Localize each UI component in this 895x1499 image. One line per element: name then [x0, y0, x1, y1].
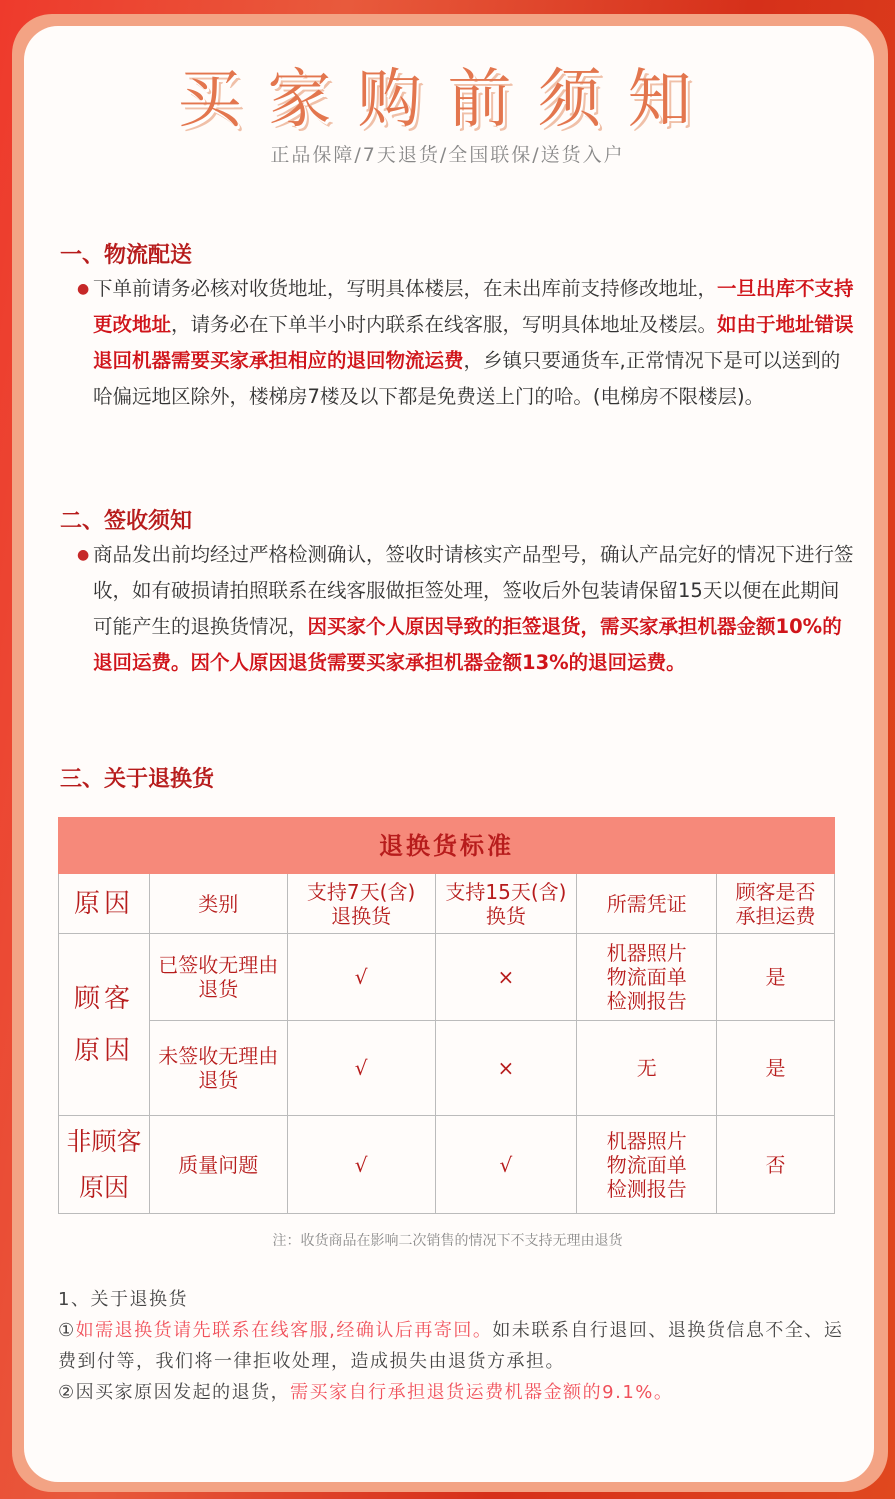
cell: ×	[435, 1021, 577, 1116]
page-title: 买家购前须知	[177, 63, 718, 137]
subtitle: 正品保障/7天退货/全国联保/送货入户	[270, 144, 625, 166]
cell: 机器照片 物流面单 检测报告	[577, 934, 717, 1021]
text: ，请务必在下单半小时内联系在线客服，写明具体地址及楼层。	[171, 313, 718, 336]
header-cell: 支持15天(含) 换货	[435, 874, 577, 934]
bottom-heading: 1、关于退换货	[58, 1289, 188, 1310]
text: ，乡镇只要通货车,正常情况下是可以送到的哈偏远地区除外，楼梯房7楼及以下都是免费送上门的哈。(电梯房不限楼层)。	[93, 349, 841, 408]
header-cell: 顾客是否 承担运费	[717, 874, 835, 934]
cell: √	[287, 1116, 435, 1214]
section-heading-returns: 三、关于退换货	[60, 767, 215, 792]
cell: 否	[717, 1116, 835, 1214]
table-row	[59, 1116, 835, 1214]
header-cell: 支持7天(含) 退换货	[287, 874, 435, 934]
cell: √	[435, 1116, 577, 1214]
table-note: 注：收货商品在影响二次销售的情况下不支持无理由退货	[272, 1233, 623, 1249]
cell: 未签收无理由 退货	[149, 1021, 287, 1116]
cell: 是	[717, 934, 835, 1021]
highlight: 如需退换货请先联系在线客服,经确认后再寄回。	[75, 1320, 493, 1341]
group-cell: 非顾客 原因	[59, 1116, 150, 1214]
text: ②因买家原因发起的退货，	[58, 1382, 291, 1403]
group-cell: 顾客 原因	[59, 934, 150, 1116]
highlight: 如由于地址错误退回机器需要买家承担相应的退回物流运费	[93, 313, 854, 372]
signing-text	[77, 537, 855, 681]
text: ①	[58, 1320, 76, 1341]
table-row	[59, 934, 835, 1021]
cell: 无	[577, 1021, 717, 1116]
text: 商品发出前均经过严格检测确认，签收时请核实产品型号，确认产品完好的情况下进行签收，如有破损请拍照联系在线客服做拒签处理，签收后外包装请保留15天以便在此期间可能产生的退换货情况，	[93, 543, 854, 638]
header-cell: 所需凭证	[577, 874, 717, 934]
table-header-row	[59, 874, 835, 934]
table-title: 退换货标准	[59, 818, 835, 874]
cell: √	[287, 1021, 435, 1116]
bullet-icon: ●	[77, 547, 90, 563]
returns-table	[58, 817, 835, 1214]
bottom-item-2	[58, 1377, 848, 1408]
cell: 是	[717, 1021, 835, 1116]
header-cell: 原因	[59, 874, 150, 934]
cell: 已签收无理由 退货	[149, 934, 287, 1021]
text: 下单前请务必核对收货地址，写明具体楼层，在未出库前支持修改地址，	[93, 277, 718, 300]
highlight: 一旦出库不支持更改地址	[93, 277, 854, 336]
section-heading-signing: 二、签收须知	[60, 509, 193, 534]
section-heading-logistics: 一、物流配送	[60, 243, 193, 268]
logistics-text	[77, 271, 855, 415]
text: 如未联系自行退回、退换货信息不全、运费到付等，我们将一律拒收处理，造成损失由退货方承担。	[58, 1320, 844, 1372]
cell: ×	[435, 934, 577, 1021]
bottom-item-1	[58, 1315, 848, 1377]
table-row	[59, 1021, 835, 1116]
highlight: 需买家自行承担退货运费机器金额的9.1%。	[290, 1382, 674, 1403]
cell: 质量问题	[149, 1116, 287, 1214]
cell: 机器照片 物流面单 检测报告	[577, 1116, 717, 1214]
bullet-icon: ●	[77, 281, 90, 297]
cell: √	[287, 934, 435, 1021]
highlight: 因买家个人原因导致的拒签退货，需买家承担机器金额10%的退回运费。因个人原因退货需要买家承担机器金额13%的退回运费。	[93, 615, 842, 674]
header-cell: 类别	[149, 874, 287, 934]
